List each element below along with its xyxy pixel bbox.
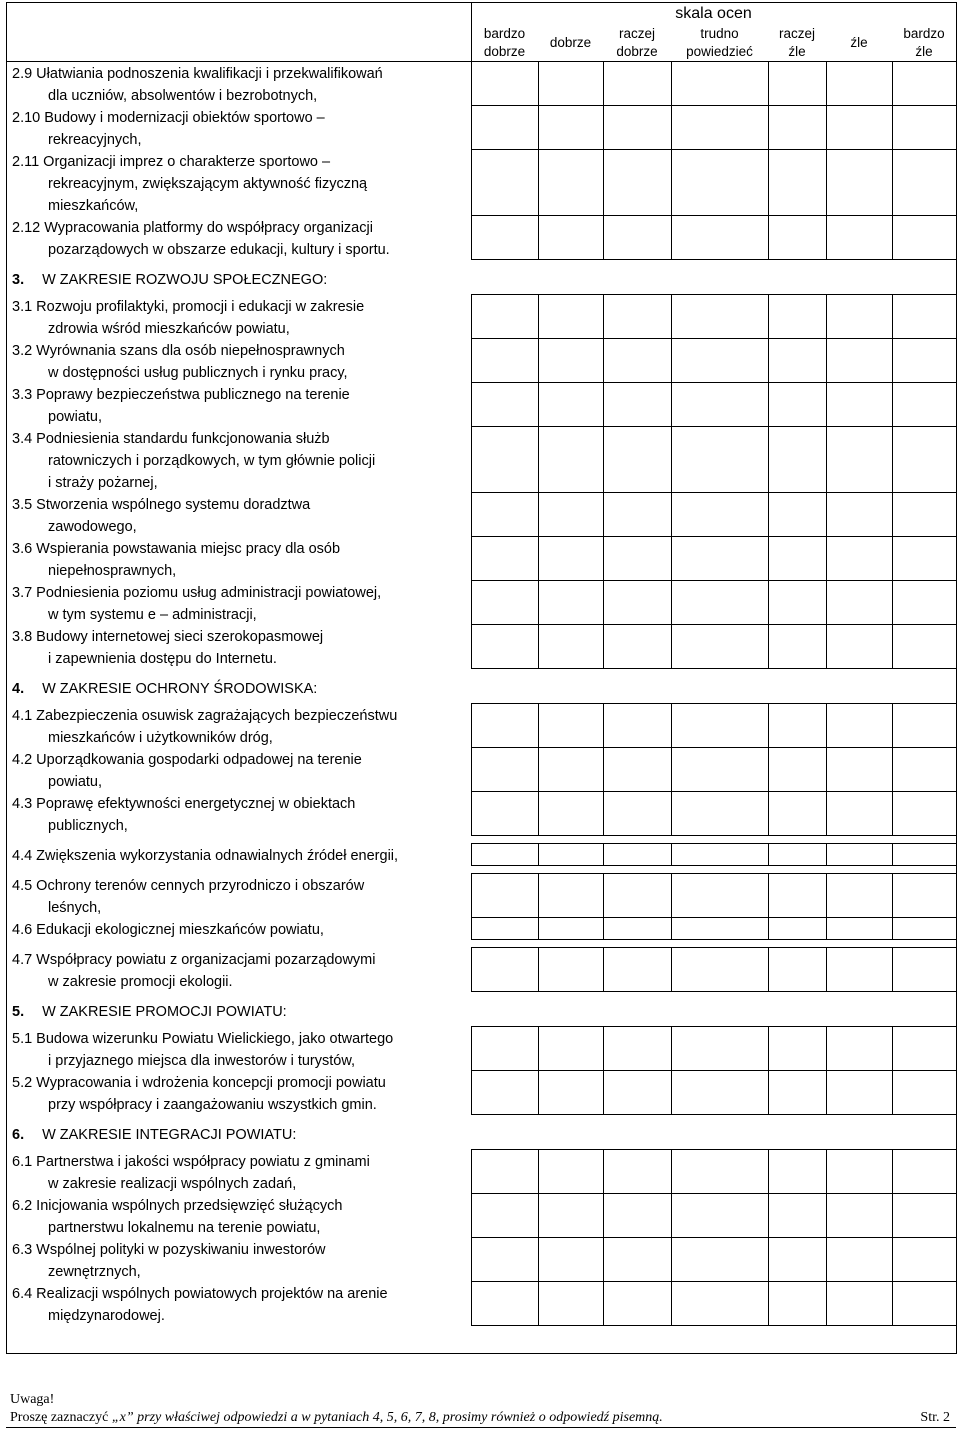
answer-checkbox[interactable] bbox=[603, 947, 672, 992]
answer-checkbox[interactable] bbox=[538, 492, 604, 537]
answer-checkbox[interactable] bbox=[826, 426, 893, 493]
answer-checkbox[interactable] bbox=[603, 382, 672, 427]
answer-checkbox[interactable] bbox=[768, 492, 827, 537]
instruction-mark: „x” bbox=[111, 1410, 134, 1425]
instruction-prefix: Proszę zaznaczyć bbox=[10, 1410, 112, 1425]
answer-checkbox[interactable] bbox=[603, 747, 672, 792]
answer-checkbox[interactable] bbox=[538, 105, 604, 150]
question-text-line: 3.1 Rozwoju profilaktyki, promocji i edukacji w zakresie bbox=[12, 299, 365, 315]
answer-checkbox[interactable] bbox=[892, 492, 957, 537]
answer-checkbox[interactable] bbox=[671, 843, 769, 866]
section-heading bbox=[12, 678, 317, 700]
question-text-line: zdrowia wśród mieszkańców powiatu, bbox=[48, 321, 290, 337]
answer-checkbox[interactable] bbox=[671, 215, 769, 260]
answer-checkbox[interactable] bbox=[892, 917, 957, 940]
question-text-line: 2.10 Budowy i modernizacji obiektów sportowo – bbox=[12, 110, 325, 126]
answer-checkbox[interactable] bbox=[826, 1026, 893, 1071]
answer-checkbox[interactable] bbox=[892, 873, 957, 918]
answer-checkbox[interactable] bbox=[538, 61, 604, 106]
answer-checkbox[interactable] bbox=[826, 624, 893, 669]
answer-checkbox[interactable] bbox=[538, 294, 604, 339]
answer-checkbox[interactable] bbox=[892, 338, 957, 383]
answer-checkbox[interactable] bbox=[538, 873, 604, 918]
question-text-line: leśnych, bbox=[48, 900, 102, 916]
question-text-line: 5.2 Wypracowania i wdrożenia koncepcji promocji powiatu bbox=[12, 1075, 386, 1091]
answer-checkbox[interactable] bbox=[603, 624, 672, 669]
answer-checkbox[interactable] bbox=[671, 492, 769, 537]
answer-checkbox[interactable] bbox=[671, 105, 769, 150]
answer-checkbox[interactable] bbox=[892, 703, 957, 748]
answer-checkbox[interactable] bbox=[471, 947, 539, 992]
answer-checkbox[interactable] bbox=[471, 1026, 539, 1071]
answer-checkbox[interactable] bbox=[471, 382, 539, 427]
question-text-line: 4.6 Edukacji ekologicznej mieszkańców powiatu, bbox=[12, 922, 324, 938]
answer-checkbox[interactable] bbox=[768, 105, 827, 150]
question-text-line: mieszkańców, bbox=[48, 198, 139, 214]
answer-checkbox[interactable] bbox=[768, 843, 827, 866]
answer-checkbox[interactable] bbox=[768, 747, 827, 792]
answer-checkbox[interactable] bbox=[892, 580, 957, 625]
answer-checkbox[interactable] bbox=[603, 536, 672, 581]
answer-checkbox[interactable] bbox=[671, 791, 769, 836]
question-text-line: rekreacyjnym, zwiększającym aktywność fizyczną bbox=[48, 176, 368, 192]
answer-checkbox[interactable] bbox=[603, 294, 672, 339]
table-right-border bbox=[956, 2, 957, 1354]
question-text-line: i zapewnienia dostępu do Internetu. bbox=[48, 651, 277, 667]
answer-checkbox[interactable] bbox=[671, 149, 769, 216]
answer-checkbox[interactable] bbox=[826, 294, 893, 339]
answer-checkbox[interactable] bbox=[892, 1070, 957, 1115]
answer-checkbox[interactable] bbox=[768, 1281, 827, 1326]
section-number: 4. bbox=[12, 681, 25, 697]
answer-checkbox[interactable] bbox=[538, 703, 604, 748]
question-text-line: powiatu, bbox=[48, 774, 103, 790]
answer-checkbox[interactable] bbox=[892, 1237, 957, 1282]
answer-checkbox[interactable] bbox=[892, 105, 957, 150]
answer-checkbox[interactable] bbox=[826, 338, 893, 383]
answer-checkbox[interactable] bbox=[892, 747, 957, 792]
answer-checkbox[interactable] bbox=[892, 536, 957, 581]
answer-checkbox[interactable] bbox=[892, 624, 957, 669]
instruction-suffix: o odpowiedź pisemną. bbox=[535, 1410, 663, 1425]
answer-checkbox[interactable] bbox=[892, 1281, 957, 1326]
answer-checkbox[interactable] bbox=[471, 1193, 539, 1238]
answer-checkbox[interactable] bbox=[768, 1193, 827, 1238]
answer-checkbox[interactable] bbox=[671, 61, 769, 106]
answer-checkbox[interactable] bbox=[603, 338, 672, 383]
question-text-line: 4.2 Uporządkowania gospodarki odpadowej na terenie bbox=[12, 752, 362, 768]
answer-checkbox[interactable] bbox=[826, 61, 893, 106]
question-text-line: międzynarodowej. bbox=[48, 1308, 165, 1324]
answer-checkbox[interactable] bbox=[768, 917, 827, 940]
answer-checkbox[interactable] bbox=[671, 1070, 769, 1115]
answer-checkbox[interactable] bbox=[671, 1026, 769, 1071]
answer-checkbox[interactable] bbox=[768, 61, 827, 106]
answer-checkbox[interactable] bbox=[603, 215, 672, 260]
answer-checkbox[interactable] bbox=[826, 1070, 893, 1115]
answer-checkbox[interactable] bbox=[603, 1149, 672, 1194]
answer-checkbox[interactable] bbox=[603, 426, 672, 493]
section-heading bbox=[12, 269, 327, 291]
answer-checkbox[interactable] bbox=[768, 1237, 827, 1282]
question-text-line: 3.2 Wyrównania szans dla osób niepełnosprawnych bbox=[12, 343, 345, 359]
answer-checkbox[interactable] bbox=[768, 703, 827, 748]
scale-header-4-line-1: trudno bbox=[700, 26, 739, 41]
answer-checkbox[interactable] bbox=[603, 61, 672, 106]
answer-checkbox[interactable] bbox=[671, 1281, 769, 1326]
answer-checkbox[interactable] bbox=[768, 873, 827, 918]
answer-checkbox[interactable] bbox=[603, 917, 672, 940]
answer-checkbox[interactable] bbox=[671, 382, 769, 427]
footer-note-label: Uwaga! bbox=[10, 1392, 55, 1407]
answer-checkbox[interactable] bbox=[471, 747, 539, 792]
answer-checkbox[interactable] bbox=[892, 61, 957, 106]
question-text-line: w dostępności usług publicznych i rynku pracy, bbox=[48, 365, 348, 381]
answer-checkbox[interactable] bbox=[538, 580, 604, 625]
answer-checkbox[interactable] bbox=[892, 294, 957, 339]
answer-checkbox[interactable] bbox=[471, 294, 539, 339]
question-text-line: 5.1 Budowa wizerunku Powiatu Wielickiego, jako otwartego bbox=[12, 1031, 394, 1047]
question-text-line: przy współpracy i zaangażowaniu wszystkich gmin. bbox=[48, 1097, 377, 1113]
section-spacer bbox=[34, 1004, 42, 1020]
answer-checkbox[interactable] bbox=[826, 873, 893, 918]
answer-checkbox[interactable] bbox=[768, 382, 827, 427]
answer-checkbox[interactable] bbox=[826, 1281, 893, 1326]
question-text-line: 2.11 Organizacji imprez o charakterze sportowo – bbox=[12, 154, 331, 170]
question-text-line: publicznych, bbox=[48, 818, 128, 834]
answer-checkbox[interactable] bbox=[671, 338, 769, 383]
question-text-line: dla uczniów, absolwentów i bezrobotnych, bbox=[48, 88, 318, 104]
section-number: 5. bbox=[12, 1004, 25, 1020]
answer-checkbox[interactable] bbox=[538, 624, 604, 669]
answer-checkbox[interactable] bbox=[471, 580, 539, 625]
scale-header-1-line-2: dobrze bbox=[483, 44, 526, 59]
question-text-line: w tym systemu e – administracji, bbox=[48, 607, 257, 623]
scale-header-3-line-1: raczej bbox=[618, 26, 655, 41]
answer-checkbox[interactable] bbox=[671, 1237, 769, 1282]
answer-checkbox[interactable] bbox=[892, 1026, 957, 1071]
answer-checkbox[interactable] bbox=[538, 1070, 604, 1115]
answer-checkbox[interactable] bbox=[603, 1281, 672, 1326]
scale-header-2-line-1: dobrze bbox=[549, 35, 592, 50]
answer-checkbox[interactable] bbox=[538, 1193, 604, 1238]
answer-checkbox[interactable] bbox=[892, 947, 957, 992]
answer-checkbox[interactable] bbox=[671, 703, 769, 748]
answer-checkbox[interactable] bbox=[603, 105, 672, 150]
question-text-line: powiatu, bbox=[48, 409, 103, 425]
question-text-line: mieszkańców i użytkowników dróg, bbox=[48, 730, 273, 746]
question-text-line: zawodowego, bbox=[48, 519, 137, 535]
question-text-line: 3.7 Podniesienia poziomu usług administracji powiatowej, bbox=[12, 585, 382, 601]
answer-checkbox[interactable] bbox=[603, 1237, 672, 1282]
question-text-line: 6.3 Wspólnej polityki w pozyskiwaniu inwestorów bbox=[12, 1242, 326, 1258]
answer-checkbox[interactable] bbox=[826, 1149, 893, 1194]
answer-checkbox[interactable] bbox=[892, 426, 957, 493]
section-spacer bbox=[34, 1127, 42, 1143]
answer-checkbox[interactable] bbox=[671, 536, 769, 581]
answer-checkbox[interactable] bbox=[671, 426, 769, 493]
answer-checkbox[interactable] bbox=[603, 843, 672, 866]
answer-checkbox[interactable] bbox=[826, 215, 893, 260]
answer-checkbox[interactable] bbox=[603, 149, 672, 216]
answer-checkbox[interactable] bbox=[471, 703, 539, 748]
answer-checkbox[interactable] bbox=[768, 338, 827, 383]
answer-checkbox[interactable] bbox=[538, 1237, 604, 1282]
answer-checkbox[interactable] bbox=[671, 624, 769, 669]
question-text-line: partnerstwu lokalnemu na terenie powiatu, bbox=[48, 1220, 321, 1236]
question-text-line: rekreacyjnych, bbox=[48, 132, 142, 148]
answer-checkbox[interactable] bbox=[538, 536, 604, 581]
section-title: W ZAKRESIE INTEGRACJI POWIATU: bbox=[42, 1127, 297, 1143]
answer-checkbox[interactable] bbox=[768, 624, 827, 669]
answer-checkbox[interactable] bbox=[603, 1070, 672, 1115]
question-text-line: 3.4 Podniesienia standardu funkcjonowania służb bbox=[12, 431, 330, 447]
question-text-line: 4.3 Poprawę efektywności energetycznej w obiektach bbox=[12, 796, 356, 812]
answer-checkbox[interactable] bbox=[471, 338, 539, 383]
question-text-line: 3.6 Wspierania powstawania miejsc pracy dla osób bbox=[12, 541, 341, 557]
answer-checkbox[interactable] bbox=[892, 1193, 957, 1238]
answer-checkbox[interactable] bbox=[826, 703, 893, 748]
question-text-line: niepełnosprawnych, bbox=[48, 563, 177, 579]
answer-checkbox[interactable] bbox=[538, 947, 604, 992]
answer-checkbox[interactable] bbox=[538, 338, 604, 383]
answer-checkbox[interactable] bbox=[603, 703, 672, 748]
answer-checkbox[interactable] bbox=[471, 215, 539, 260]
answer-checkbox[interactable] bbox=[671, 873, 769, 918]
answer-checkbox[interactable] bbox=[768, 426, 827, 493]
question-text-line: 4.7 Współpracy powiatu z organizacjami pozarządowymi bbox=[12, 952, 376, 968]
answer-checkbox[interactable] bbox=[826, 105, 893, 150]
answer-checkbox[interactable] bbox=[826, 492, 893, 537]
answer-checkbox[interactable] bbox=[471, 426, 539, 493]
footer-instruction bbox=[10, 1410, 663, 1426]
scale-header-4-line-2: powiedzieć bbox=[686, 44, 753, 59]
scale-header-5-line-2: źle bbox=[788, 44, 806, 59]
question-text-line: 6.4 Realizacji wspólnych powiatowych projektów na arenie bbox=[12, 1286, 388, 1302]
question-text-line: w zakresie promocji ekologii. bbox=[48, 974, 233, 990]
answer-checkbox[interactable] bbox=[892, 791, 957, 836]
question-text-line: 3.8 Budowy internetowej sieci szerokopasmowej bbox=[12, 629, 324, 645]
answer-checkbox[interactable] bbox=[671, 917, 769, 940]
answer-checkbox[interactable] bbox=[768, 215, 827, 260]
answer-checkbox[interactable] bbox=[471, 492, 539, 537]
answer-checkbox[interactable] bbox=[826, 536, 893, 581]
answer-checkbox[interactable] bbox=[603, 873, 672, 918]
answer-checkbox[interactable] bbox=[892, 149, 957, 216]
answer-checkbox[interactable] bbox=[826, 917, 893, 940]
answer-checkbox[interactable] bbox=[892, 382, 957, 427]
answer-checkbox[interactable] bbox=[671, 1193, 769, 1238]
instruction-middle: przy właściwej odpowiedzi a w pytaniach 4, 5, 6, 7, 8, prosimy bbox=[133, 1410, 491, 1425]
question-text-line: i straży pożarnej, bbox=[48, 475, 158, 491]
answer-checkbox[interactable] bbox=[471, 105, 539, 150]
page-number: Str. 2 bbox=[920, 1410, 950, 1425]
answer-checkbox[interactable] bbox=[471, 1281, 539, 1326]
answer-checkbox[interactable] bbox=[768, 149, 827, 216]
answer-checkbox[interactable] bbox=[538, 382, 604, 427]
answer-checkbox[interactable] bbox=[471, 624, 539, 669]
table-top-border bbox=[6, 2, 956, 3]
answer-checkbox[interactable] bbox=[892, 1149, 957, 1194]
answer-checkbox[interactable] bbox=[538, 747, 604, 792]
table-left-border bbox=[6, 2, 7, 1353]
answer-checkbox[interactable] bbox=[603, 492, 672, 537]
question-text-line: 2.12 Wypracowania platformy do współpracy organizacji bbox=[12, 220, 373, 236]
section-title: W ZAKRESIE PROMOCJI POWIATU: bbox=[42, 1004, 287, 1020]
answer-checkbox[interactable] bbox=[603, 791, 672, 836]
answer-checkbox[interactable] bbox=[826, 947, 893, 992]
section-heading bbox=[12, 1001, 287, 1023]
answer-checkbox[interactable] bbox=[538, 1149, 604, 1194]
answer-checkbox[interactable] bbox=[538, 215, 604, 260]
answer-checkbox[interactable] bbox=[826, 382, 893, 427]
answer-checkbox[interactable] bbox=[826, 747, 893, 792]
answer-checkbox[interactable] bbox=[768, 947, 827, 992]
answer-checkbox[interactable] bbox=[471, 61, 539, 106]
answer-checkbox[interactable] bbox=[471, 1149, 539, 1194]
answer-checkbox[interactable] bbox=[768, 294, 827, 339]
answer-checkbox[interactable] bbox=[892, 843, 957, 866]
scale-header-5-line-1: raczej bbox=[778, 26, 815, 41]
question-text-line: zewnętrznych, bbox=[48, 1264, 141, 1280]
question-text-line: w zakresie realizacji wspólnych zadań, bbox=[48, 1176, 297, 1192]
section-spacer bbox=[34, 681, 42, 697]
question-text-line: i przyjaznego miejsca dla inwestorów i turystów, bbox=[48, 1053, 356, 1069]
answer-checkbox[interactable] bbox=[538, 843, 604, 866]
question-text-line: ratowniczych i porządkowych, w tym głównie policji bbox=[48, 453, 376, 469]
section-number: 6. bbox=[12, 1127, 25, 1143]
answer-checkbox[interactable] bbox=[826, 580, 893, 625]
scale-header-6-line-1: źle bbox=[850, 35, 868, 50]
section-title: W ZAKRESIE OCHRONY ŚRODOWISKA: bbox=[42, 681, 318, 697]
answer-checkbox[interactable] bbox=[826, 843, 893, 866]
scale-title: skala ocen bbox=[675, 5, 752, 22]
answer-checkbox[interactable] bbox=[471, 1070, 539, 1115]
section-number: 3. bbox=[12, 272, 25, 288]
scale-header-7-line-2: źle bbox=[915, 44, 933, 59]
answer-checkbox[interactable] bbox=[538, 917, 604, 940]
instruction-also: również bbox=[490, 1410, 536, 1425]
answer-checkbox[interactable] bbox=[826, 791, 893, 836]
answer-checkbox[interactable] bbox=[826, 1237, 893, 1282]
scale-header-7-line-1: bardzo bbox=[903, 26, 945, 41]
question-text-line: 2.9 Ułatwiania podnoszenia kwalifikacji i przekwalifikowań bbox=[12, 66, 383, 82]
answer-checkbox[interactable] bbox=[671, 294, 769, 339]
answer-checkbox[interactable] bbox=[538, 791, 604, 836]
question-text-line: 3.5 Stworzenia wspólnego systemu doradztwa bbox=[12, 497, 311, 513]
answer-checkbox[interactable] bbox=[826, 1193, 893, 1238]
answer-checkbox[interactable] bbox=[671, 947, 769, 992]
answer-checkbox[interactable] bbox=[471, 873, 539, 918]
question-text-line: 4.4 Zwiększenia wykorzystania odnawialnych źródeł energii, bbox=[12, 848, 399, 864]
question-text-line: pozarządowych w obszarze edukacji, kultury i sportu. bbox=[48, 242, 390, 258]
answer-checkbox[interactable] bbox=[768, 580, 827, 625]
question-text-line: 3.3 Poprawy bezpieczeństwa publicznego na terenie bbox=[12, 387, 350, 403]
answer-checkbox[interactable] bbox=[471, 917, 539, 940]
answer-checkbox[interactable] bbox=[538, 1281, 604, 1326]
question-text-line: 4.1 Zabezpieczenia osuwisk zagrażających bezpieczeństwu bbox=[12, 708, 398, 724]
section-spacer bbox=[34, 272, 42, 288]
table-bottom-border bbox=[6, 1353, 957, 1354]
footer-bottom-rule bbox=[6, 1427, 956, 1428]
answer-checkbox[interactable] bbox=[538, 1026, 604, 1071]
section-title: W ZAKRESIE ROZWOJU SPOŁECZNEGO: bbox=[42, 272, 328, 288]
question-text-line: 4.5 Ochrony terenów cennych przyrodniczo i obszarów bbox=[12, 878, 365, 894]
answer-checkbox[interactable] bbox=[471, 791, 539, 836]
answer-checkbox[interactable] bbox=[826, 149, 893, 216]
section-heading bbox=[12, 1124, 296, 1146]
answer-checkbox[interactable] bbox=[603, 580, 672, 625]
answer-checkbox[interactable] bbox=[671, 580, 769, 625]
answer-checkbox[interactable] bbox=[768, 1026, 827, 1071]
answer-checkbox[interactable] bbox=[471, 843, 539, 866]
answer-checkbox[interactable] bbox=[538, 426, 604, 493]
answer-checkbox[interactable] bbox=[603, 1193, 672, 1238]
answer-checkbox[interactable] bbox=[768, 1070, 827, 1115]
answer-checkbox[interactable] bbox=[538, 149, 604, 216]
answer-checkbox[interactable] bbox=[768, 791, 827, 836]
answer-checkbox[interactable] bbox=[471, 149, 539, 216]
answer-checkbox[interactable] bbox=[471, 536, 539, 581]
answer-checkbox[interactable] bbox=[768, 536, 827, 581]
answer-checkbox[interactable] bbox=[892, 215, 957, 260]
scale-header-3-line-2: dobrze bbox=[616, 44, 658, 59]
question-text-line: 6.2 Inicjowania wspólnych przedsięwzięć służących bbox=[12, 1198, 343, 1214]
answer-checkbox[interactable] bbox=[603, 1026, 672, 1071]
answer-checkbox[interactable] bbox=[768, 1149, 827, 1194]
question-text-line: 6.1 Partnerstwa i jakości współpracy powiatu z gminami bbox=[12, 1154, 370, 1170]
answer-checkbox[interactable] bbox=[671, 747, 769, 792]
answer-checkbox[interactable] bbox=[471, 1237, 539, 1282]
scale-header-1-line-1: bardzo bbox=[483, 26, 526, 41]
answer-checkbox[interactable] bbox=[671, 1149, 769, 1194]
